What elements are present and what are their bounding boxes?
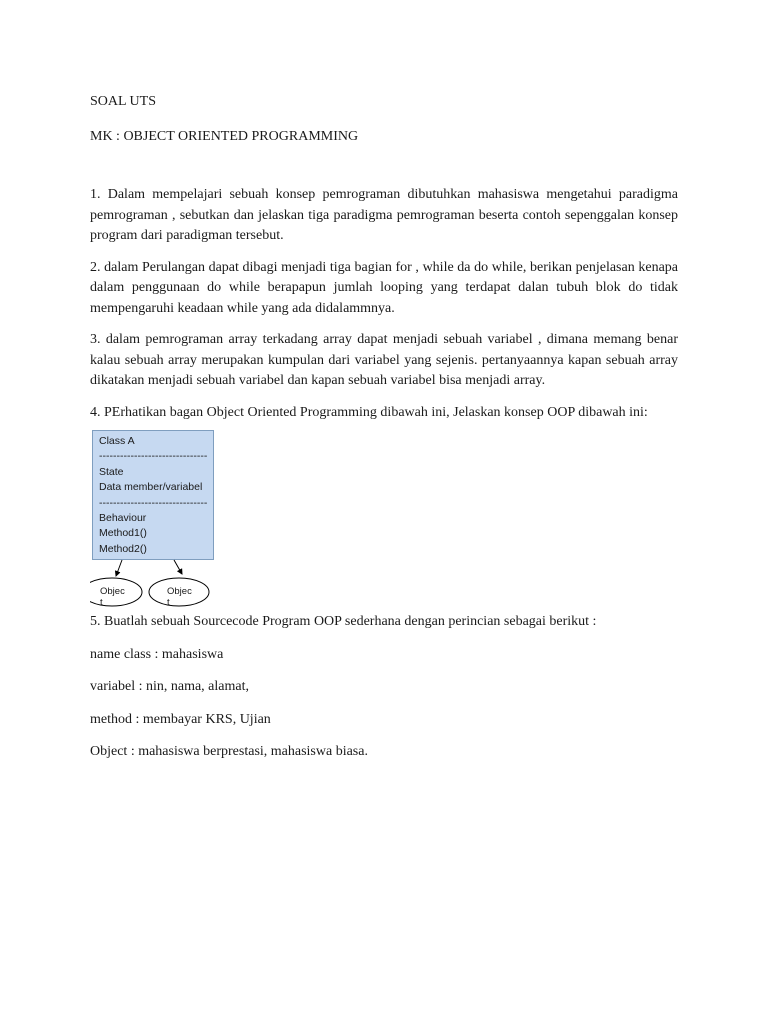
- diagram-connectors: [90, 430, 230, 612]
- method2-label: Method2(): [99, 542, 147, 555]
- arrow-to-object-2: [174, 560, 182, 574]
- behaviour-label: Behaviour: [99, 512, 147, 525]
- question-2: 2. dalam Perulangan dapat dibagi menjadi tiga bagian for , while da do while, berikan penjelasan kenapa dalam penggunaan do while berapapun jumlah looping yang terdapat dalan tubuh blok do tidak mempengaruhi keadaan while yang ada didalammnya.: [90, 259, 678, 316]
- arrow-to-object-1: [116, 560, 122, 576]
- question-4: 4. PErhatikan bagan Object Oriented Programming dibawah ini, Jelaskan konsep OOP dibawah ini:: [90, 404, 648, 420]
- state-label: State: [99, 465, 124, 478]
- object-line: Object : mahasiswa berprestasi, mahasiswa biasa.: [90, 744, 368, 759]
- class-divider: -------------------------------: [99, 450, 208, 463]
- document-page: [90, 92, 678, 775]
- object-label-1: Object: [100, 586, 125, 608]
- question-3: 3. dalam pemrograman array terkadang array dapat menjadi sebuah variabel , dimana memang benar kalau sebuah array merupakan kumpulan dari variabel yang sejenis. pertanyaannya kapan sebuah array dikatakan menjadi sebuah variabel dan kapan sebuah variabel bisa menjadi array.: [90, 332, 678, 388]
- method-line: method : membayar KRS, Ujian: [90, 711, 271, 727]
- name-class-line: name class : mahasiswa: [90, 646, 224, 662]
- method1-label: Method1(): [99, 527, 147, 540]
- class-divider: -------------------------------: [99, 496, 208, 509]
- question-1: 1. Dalam mempelajari sebuah konsep pemrograman dibutuhkan mahasiswa mengetahui paradigma pemrograman , sebutkan dan jelaskan tiga paradigma pemrograman beserta contoh sepenggalan konsep program dari paradigman tersebut.: [90, 187, 678, 243]
- object-label-2: Object: [167, 586, 192, 608]
- data-member-label: Data member/variabel: [99, 481, 203, 494]
- document-title: SOAL UTS: [90, 94, 156, 109]
- oop-class-diagram: [90, 430, 230, 612]
- class-name: Class A: [99, 435, 135, 447]
- course-title: MK : OBJECT ORIENTED PROGRAMMING: [90, 129, 359, 144]
- variabel-line: variabel : nin, nama, alamat,: [90, 679, 249, 694]
- question-5-intro: 5. Buatlah sebuah Sourcecode Program OOP sederhana dengan perincian sebagai berikut :: [90, 614, 597, 629]
